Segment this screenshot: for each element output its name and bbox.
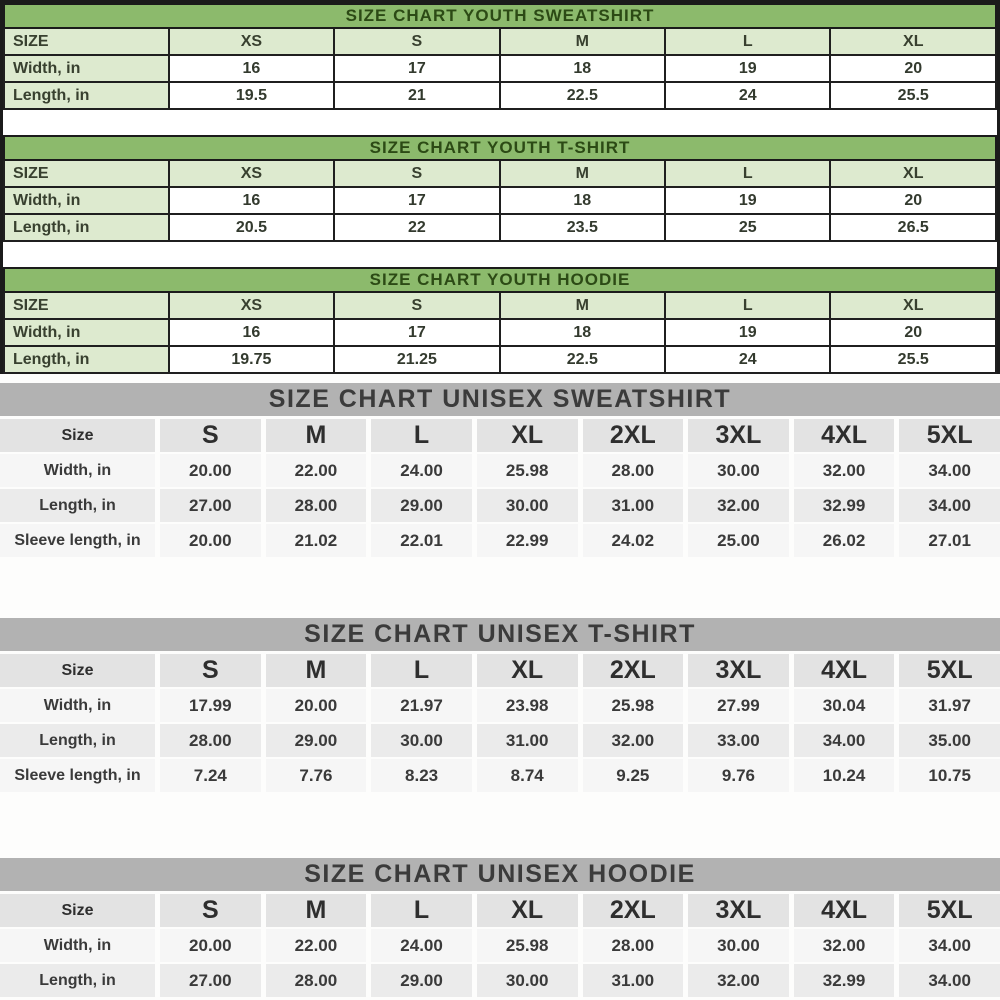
measurement-cell: 34.00 bbox=[899, 964, 1000, 997]
size-header-cell: 3XL bbox=[688, 894, 789, 927]
table-header-row bbox=[0, 894, 1000, 927]
table-header-row bbox=[0, 419, 1000, 452]
size-header-cell: L bbox=[371, 419, 472, 452]
measurement-cell: 31.00 bbox=[477, 724, 578, 757]
table-row bbox=[4, 319, 996, 346]
measurement-cell: 35.00 bbox=[899, 724, 1000, 757]
table-title: SIZE CHART UNISEX HOODIE bbox=[0, 858, 1000, 891]
size-column-header: SIZE bbox=[4, 28, 169, 55]
size-header-cell: 3XL bbox=[688, 654, 789, 687]
table-title: SIZE CHART YOUTH HOODIE bbox=[4, 268, 996, 292]
size-column-header: SIZE bbox=[4, 160, 169, 187]
measurement-cell: 32.99 bbox=[794, 964, 895, 997]
measurement-cell: 18 bbox=[500, 319, 665, 346]
measurement-cell: 20 bbox=[830, 55, 996, 82]
youth-sweatshirt-size-table bbox=[3, 3, 997, 110]
measurement-cell: 26.02 bbox=[794, 524, 895, 557]
measurement-cell: 22.00 bbox=[266, 929, 367, 962]
table-title: SIZE CHART UNISEX SWEATSHIRT bbox=[0, 383, 1000, 416]
unisex-sweatshirt-size-table bbox=[0, 383, 1000, 559]
size-header-cell: M bbox=[500, 160, 665, 187]
measurement-cell: 22.5 bbox=[500, 82, 665, 109]
measurement-cell: 29.00 bbox=[371, 964, 472, 997]
table-row bbox=[4, 187, 996, 214]
measurement-cell: 31.97 bbox=[899, 689, 1000, 722]
section-spacer bbox=[3, 242, 997, 267]
size-header-cell: M bbox=[500, 28, 665, 55]
measurement-cell: 19 bbox=[665, 319, 830, 346]
size-column-header: Size bbox=[0, 419, 155, 452]
size-header-cell: XL bbox=[477, 894, 578, 927]
measurement-cell: 10.75 bbox=[899, 759, 1000, 792]
table-row bbox=[0, 759, 1000, 792]
row-label: Width, in bbox=[0, 689, 155, 722]
measurement-cell: 30.00 bbox=[477, 489, 578, 522]
measurement-cell: 7.76 bbox=[266, 759, 367, 792]
measurement-cell: 20 bbox=[830, 319, 996, 346]
table-rows bbox=[0, 419, 1000, 557]
row-label: Width, in bbox=[0, 454, 155, 487]
measurement-cell: 17 bbox=[334, 55, 499, 82]
table-title: SIZE CHART YOUTH SWEATSHIRT bbox=[4, 4, 996, 28]
measurement-cell: 31.00 bbox=[583, 964, 684, 997]
table-row bbox=[4, 55, 996, 82]
measurement-cell: 16 bbox=[169, 55, 334, 82]
row-label: Width, in bbox=[4, 187, 169, 214]
measurement-cell: 21.25 bbox=[334, 346, 499, 373]
measurement-cell: 25.98 bbox=[583, 689, 684, 722]
row-label: Width, in bbox=[4, 55, 169, 82]
size-header-cell: 2XL bbox=[583, 894, 684, 927]
size-header-cell: XL bbox=[830, 28, 996, 55]
measurement-cell: 24 bbox=[665, 82, 830, 109]
table-row bbox=[4, 214, 996, 241]
measurement-cell: 27.00 bbox=[160, 964, 261, 997]
measurement-cell: 22.5 bbox=[500, 346, 665, 373]
measurement-cell: 22 bbox=[334, 214, 499, 241]
table-title: SIZE CHART UNISEX T-SHIRT bbox=[0, 618, 1000, 651]
row-label: Length, in bbox=[0, 964, 155, 997]
table-row bbox=[4, 82, 996, 109]
measurement-cell: 32.00 bbox=[794, 929, 895, 962]
table-row bbox=[0, 689, 1000, 722]
table-row bbox=[0, 454, 1000, 487]
row-label: Length, in bbox=[4, 214, 169, 241]
measurement-cell: 30.00 bbox=[477, 964, 578, 997]
size-header-cell: XS bbox=[169, 160, 334, 187]
size-header-cell: 5XL bbox=[899, 654, 1000, 687]
measurement-cell: 28.00 bbox=[266, 964, 367, 997]
measurement-cell: 29.00 bbox=[371, 489, 472, 522]
size-header-cell: XL bbox=[830, 292, 996, 319]
measurement-cell: 23.5 bbox=[500, 214, 665, 241]
size-header-cell: S bbox=[334, 292, 499, 319]
size-header-cell: 2XL bbox=[583, 654, 684, 687]
measurement-cell: 28.00 bbox=[160, 724, 261, 757]
section-spacer bbox=[3, 110, 997, 135]
measurement-cell: 34.00 bbox=[899, 489, 1000, 522]
table-rows bbox=[0, 894, 1000, 997]
measurement-cell: 22.01 bbox=[371, 524, 472, 557]
measurement-cell: 25.5 bbox=[830, 82, 996, 109]
measurement-cell: 16 bbox=[169, 319, 334, 346]
measurement-cell: 30.04 bbox=[794, 689, 895, 722]
measurement-cell: 30.00 bbox=[371, 724, 472, 757]
measurement-cell: 19 bbox=[665, 187, 830, 214]
measurement-cell: 31.00 bbox=[583, 489, 684, 522]
size-column-header: Size bbox=[0, 894, 155, 927]
row-label: Length, in bbox=[4, 346, 169, 373]
measurement-cell: 20.5 bbox=[169, 214, 334, 241]
youth-tshirt-size-table bbox=[3, 135, 997, 242]
measurement-cell: 32.00 bbox=[688, 489, 789, 522]
measurement-cell: 28.00 bbox=[266, 489, 367, 522]
measurement-cell: 22.00 bbox=[266, 454, 367, 487]
measurement-cell: 24.00 bbox=[371, 929, 472, 962]
size-header-cell: 5XL bbox=[899, 894, 1000, 927]
size-column-header: Size bbox=[0, 654, 155, 687]
row-label: Sleeve length, in bbox=[0, 524, 155, 557]
table-rows bbox=[0, 654, 1000, 792]
measurement-cell: 32.00 bbox=[583, 724, 684, 757]
measurement-cell: 23.98 bbox=[477, 689, 578, 722]
size-header-cell: 5XL bbox=[899, 419, 1000, 452]
size-column-header: SIZE bbox=[4, 292, 169, 319]
measurement-cell: 25.5 bbox=[830, 346, 996, 373]
measurement-cell: 21.97 bbox=[371, 689, 472, 722]
table-header-row bbox=[0, 654, 1000, 687]
table-header-row bbox=[4, 160, 996, 187]
measurement-cell: 21 bbox=[334, 82, 499, 109]
size-header-cell: XS bbox=[169, 28, 334, 55]
measurement-cell: 17 bbox=[334, 187, 499, 214]
size-header-cell: L bbox=[665, 28, 830, 55]
size-header-cell: M bbox=[266, 419, 367, 452]
size-header-cell: S bbox=[160, 894, 261, 927]
table-header-row bbox=[4, 292, 996, 319]
table-row bbox=[0, 524, 1000, 557]
size-header-cell: XL bbox=[477, 654, 578, 687]
measurement-cell: 30.00 bbox=[688, 454, 789, 487]
size-header-cell: L bbox=[371, 894, 472, 927]
measurement-cell: 20.00 bbox=[160, 454, 261, 487]
table-row bbox=[4, 346, 996, 373]
size-header-cell: 4XL bbox=[794, 654, 895, 687]
measurement-cell: 9.76 bbox=[688, 759, 789, 792]
size-header-cell: L bbox=[665, 160, 830, 187]
measurement-cell: 9.25 bbox=[583, 759, 684, 792]
measurement-cell: 28.00 bbox=[583, 929, 684, 962]
measurement-cell: 27.99 bbox=[688, 689, 789, 722]
measurement-cell: 22.99 bbox=[477, 524, 578, 557]
measurement-cell: 10.24 bbox=[794, 759, 895, 792]
measurement-cell: 8.74 bbox=[477, 759, 578, 792]
row-label: Length, in bbox=[4, 82, 169, 109]
size-header-cell: XL bbox=[477, 419, 578, 452]
size-header-cell: S bbox=[160, 419, 261, 452]
measurement-cell: 17.99 bbox=[160, 689, 261, 722]
measurement-cell: 25.98 bbox=[477, 929, 578, 962]
unisex-hoodie-size-table bbox=[0, 858, 1000, 999]
table-row bbox=[0, 724, 1000, 757]
youth-hoodie-size-table bbox=[3, 267, 997, 374]
size-header-cell: 2XL bbox=[583, 419, 684, 452]
measurement-cell: 24.00 bbox=[371, 454, 472, 487]
measurement-cell: 19.5 bbox=[169, 82, 334, 109]
measurement-cell: 32.99 bbox=[794, 489, 895, 522]
measurement-cell: 24.02 bbox=[583, 524, 684, 557]
row-label: Width, in bbox=[0, 929, 155, 962]
measurement-cell: 17 bbox=[334, 319, 499, 346]
measurement-cell: 32.00 bbox=[688, 964, 789, 997]
measurement-cell: 20.00 bbox=[160, 524, 261, 557]
measurement-cell: 18 bbox=[500, 187, 665, 214]
size-header-cell: L bbox=[665, 292, 830, 319]
table-title-row bbox=[4, 4, 996, 28]
measurement-cell: 25 bbox=[665, 214, 830, 241]
measurement-cell: 7.24 bbox=[160, 759, 261, 792]
size-header-cell: XL bbox=[830, 160, 996, 187]
measurement-cell: 30.00 bbox=[688, 929, 789, 962]
measurement-cell: 34.00 bbox=[899, 454, 1000, 487]
measurement-cell: 16 bbox=[169, 187, 334, 214]
row-label: Length, in bbox=[0, 489, 155, 522]
size-header-cell: 3XL bbox=[688, 419, 789, 452]
size-header-cell: XS bbox=[169, 292, 334, 319]
youth-size-charts-section bbox=[0, 0, 1000, 374]
row-label: Sleeve length, in bbox=[0, 759, 155, 792]
measurement-cell: 28.00 bbox=[583, 454, 684, 487]
size-header-cell: 4XL bbox=[794, 419, 895, 452]
measurement-cell: 18 bbox=[500, 55, 665, 82]
measurement-cell: 32.00 bbox=[794, 454, 895, 487]
table-title: SIZE CHART YOUTH T-SHIRT bbox=[4, 136, 996, 160]
size-header-cell: M bbox=[266, 654, 367, 687]
size-header-cell: 4XL bbox=[794, 894, 895, 927]
measurement-cell: 25.00 bbox=[688, 524, 789, 557]
table-title-row bbox=[4, 136, 996, 160]
table-row bbox=[0, 489, 1000, 522]
size-header-cell: M bbox=[266, 894, 367, 927]
measurement-cell: 20.00 bbox=[266, 689, 367, 722]
measurement-cell: 8.23 bbox=[371, 759, 472, 792]
measurement-cell: 34.00 bbox=[794, 724, 895, 757]
row-label: Length, in bbox=[0, 724, 155, 757]
row-label: Width, in bbox=[4, 319, 169, 346]
measurement-cell: 27.00 bbox=[160, 489, 261, 522]
measurement-cell: 24 bbox=[665, 346, 830, 373]
measurement-cell: 19 bbox=[665, 55, 830, 82]
size-header-cell: S bbox=[160, 654, 261, 687]
measurement-cell: 25.98 bbox=[477, 454, 578, 487]
measurement-cell: 34.00 bbox=[899, 929, 1000, 962]
measurement-cell: 21.02 bbox=[266, 524, 367, 557]
table-row bbox=[0, 929, 1000, 962]
size-header-cell: S bbox=[334, 28, 499, 55]
measurement-cell: 20 bbox=[830, 187, 996, 214]
table-title-row bbox=[4, 268, 996, 292]
table-header-row bbox=[4, 28, 996, 55]
measurement-cell: 29.00 bbox=[266, 724, 367, 757]
size-header-cell: L bbox=[371, 654, 472, 687]
size-header-cell: M bbox=[500, 292, 665, 319]
table-row bbox=[0, 964, 1000, 997]
measurement-cell: 27.01 bbox=[899, 524, 1000, 557]
measurement-cell: 33.00 bbox=[688, 724, 789, 757]
measurement-cell: 20.00 bbox=[160, 929, 261, 962]
size-header-cell: S bbox=[334, 160, 499, 187]
measurement-cell: 26.5 bbox=[830, 214, 996, 241]
measurement-cell: 19.75 bbox=[169, 346, 334, 373]
unisex-tshirt-size-table bbox=[0, 618, 1000, 794]
